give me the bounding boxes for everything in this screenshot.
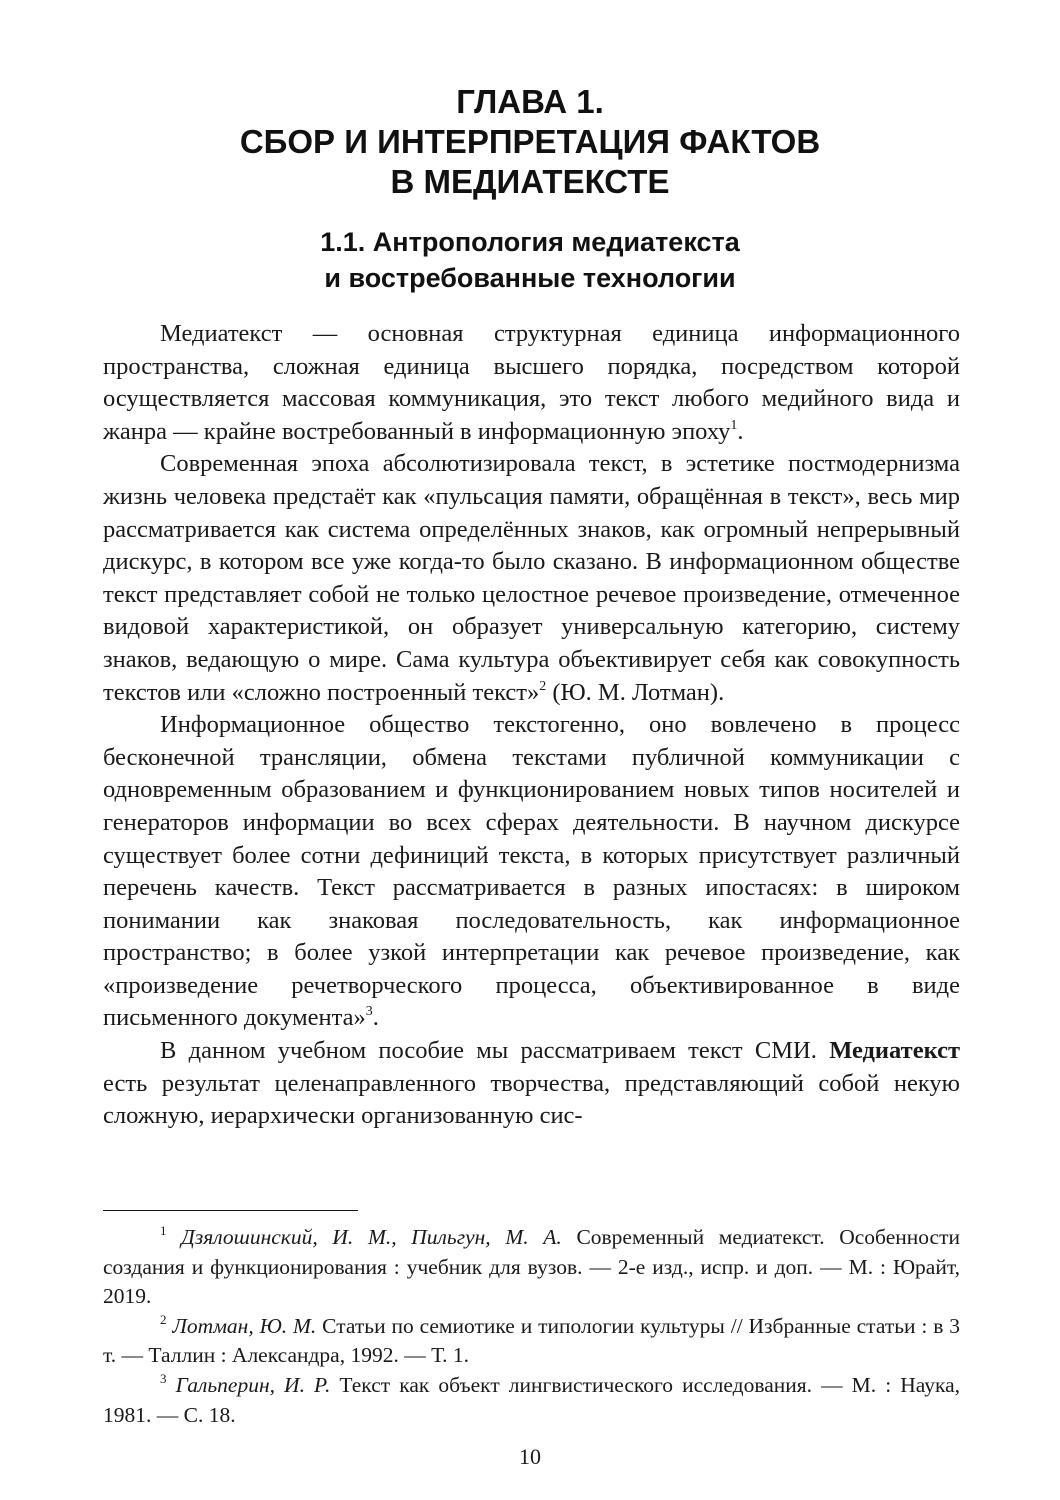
term-mediatext: Медиатекст bbox=[829, 1037, 960, 1065]
paragraph-2 bbox=[103, 448, 960, 709]
section-title-line-2: и востребованные технологии bbox=[324, 263, 736, 293]
footnote-number: 3 bbox=[160, 1370, 167, 1386]
main-text bbox=[103, 318, 960, 1133]
paragraph-1-end: . bbox=[737, 417, 744, 445]
footnotes bbox=[103, 1223, 960, 1430]
footnote-number: 1 bbox=[160, 1223, 167, 1238]
chapter-title-line-2: СБОР И ИНТЕРПРЕТАЦИЯ ФАКТОВ bbox=[239, 123, 821, 160]
footnote-ref-3: 3 bbox=[365, 1004, 373, 1020]
footnote-text: Текст как объект лингвистического исследования. — М. : Наука, 1981. — С. 18. bbox=[103, 1372, 960, 1427]
footnote-author: Дзялошинский, И. М., Пильгун, М. А. bbox=[181, 1225, 562, 1249]
paragraph-3-text: Информационное общество текстогенно, оно вовлечено в процесс бесконечной трансляции, обмена текстами публичной коммуникации с одновременным образованием и функционированием новых типов носителей и генераторов информации во всех сферах деятельности. В научном дискурсе существует более сотни дефиниций текста, в которых присутствует различный перечень качеств. Текст рассматривается в разных ипостасях: в широком понимании как знаковая последовательность, как информационное пространство; в более узкой интерпретации как речевое произведение, как «произведение речетворческого процесса, объективированное в виде письменного документа» bbox=[103, 711, 960, 1032]
paragraph-2-end: (Ю. М. Лотман). bbox=[546, 678, 725, 706]
footnote-ref-2: 2 bbox=[539, 678, 547, 694]
footnote-1 bbox=[103, 1223, 960, 1312]
paragraph-3-end: . bbox=[372, 1004, 379, 1032]
footnote-2 bbox=[103, 1312, 960, 1371]
page-number: 10 bbox=[519, 1444, 541, 1469]
footnote-3 bbox=[103, 1371, 960, 1430]
footnote-ref-1: 1 bbox=[730, 417, 738, 433]
section-title-line-1: 1.1. Антропология медиатекста bbox=[320, 227, 740, 257]
paragraph-4 bbox=[103, 1035, 960, 1133]
footnote-number: 2 bbox=[160, 1311, 167, 1327]
footnote-author: Лотман, Ю. М. bbox=[172, 1313, 317, 1338]
paragraph-4-rest: есть результат целенаправленного творчества, представляющий собой некую сложную, иерархически организованную сис- bbox=[103, 1069, 960, 1130]
footnote-separator bbox=[103, 1210, 358, 1211]
paragraph-3 bbox=[103, 709, 960, 1035]
footnote-author: Гальперин, И. Р. bbox=[175, 1372, 331, 1397]
paragraph-2-text: Современная эпоха абсолютизировала текст, в эстетике постмодернизма жизнь человека предстаёт как «пульсация памяти, обращённая в текст», весь мир рассматривается как система определённых знаков, как огромный непрерывный дискурс, в котором все уже когда-то было сказано. В информационном обществе текст представляет собой не только целостное речевое произведение, отмеченное видовой характеристикой, он образует универсальную категорию, систему знаков, ведающую о мире. Сама культура объективирует себя как совокупность текстов или «сложно построенный текст» bbox=[103, 450, 960, 706]
chapter-title-line-3: В МЕДИАТЕКСТЕ bbox=[390, 163, 670, 200]
footnote-text: Статьи по семиотике и типологии культуры // Избранные статьи : в 3 т. — Таллин : Александра, 1992. — Т. 1. bbox=[103, 1313, 961, 1368]
paragraph-1-text: Медиатекст — основная структурная единица информационного пространства, сложная единица высшего порядка, посредством которой осуществляется массовая коммуникация, это текст любого медийного вида и жанра — крайне востребованный в информационную эпоху bbox=[103, 320, 960, 445]
footnote-text: Современный медиатекст. Особенности создания и функционирования : учебник для вузов. — 2-е изд., испр. и доп. — М. : Юрайт, 2019. bbox=[103, 1225, 960, 1309]
paragraph-4-start: В данном учебном пособие мы рассматриваем текст СМИ. bbox=[160, 1037, 830, 1065]
chapter-title-line-1: ГЛАВА 1. bbox=[456, 83, 604, 120]
paragraph-1 bbox=[103, 318, 960, 448]
